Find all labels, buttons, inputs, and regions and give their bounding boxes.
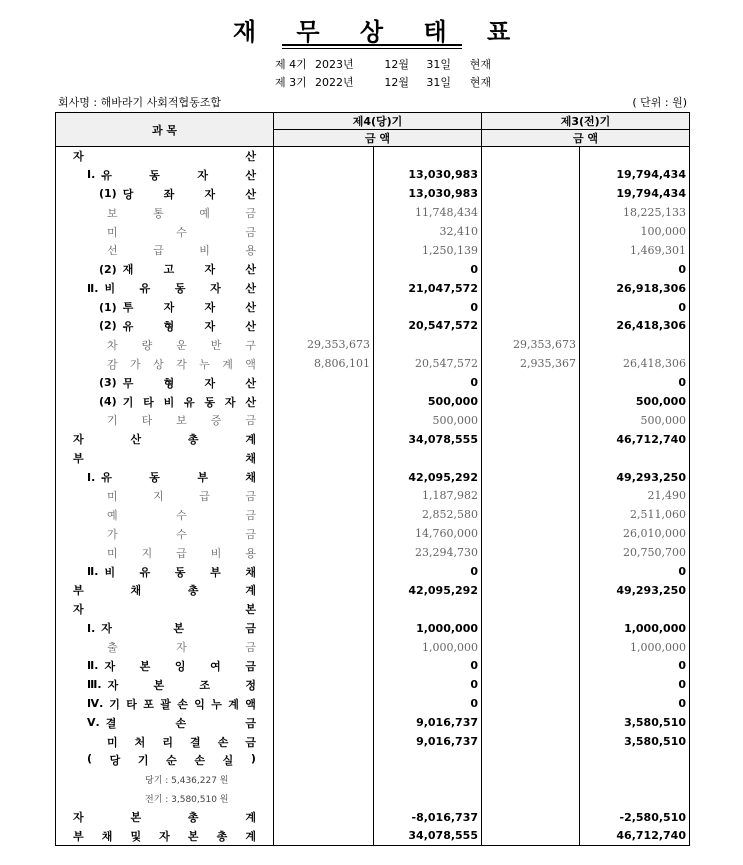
table-row bbox=[56, 827, 690, 846]
amount-cell bbox=[482, 827, 580, 846]
amount-cell: 0 bbox=[580, 562, 690, 581]
header-current-amount: 금 액 bbox=[274, 130, 482, 147]
row-label-cell bbox=[56, 279, 274, 298]
amount-cell: 49,293,250 bbox=[580, 468, 690, 487]
row-prefix: Ⅳ. bbox=[87, 697, 104, 711]
row-label: 자 본 금 bbox=[101, 622, 256, 636]
amount-cell bbox=[482, 600, 580, 619]
amount-cell bbox=[274, 713, 374, 732]
amount-cell bbox=[274, 751, 374, 770]
amount-cell: 26,010,000 bbox=[580, 524, 690, 543]
header-prior: 제3(전)기 bbox=[482, 113, 690, 130]
period-year: 2023년 bbox=[315, 58, 354, 71]
amount-cell bbox=[274, 147, 374, 166]
period-day: 31일 bbox=[426, 58, 451, 71]
amount-cell: 29,353,673 bbox=[482, 335, 580, 354]
amount-cell bbox=[274, 373, 374, 392]
table-row bbox=[56, 600, 690, 619]
row-label: 자 본 총 계 bbox=[73, 811, 256, 825]
period-term: 제 4기 bbox=[275, 58, 307, 71]
table-row bbox=[56, 411, 690, 430]
amount-cell bbox=[482, 657, 580, 676]
amount-cell bbox=[580, 600, 690, 619]
amount-cell: 26,418,306 bbox=[580, 317, 690, 336]
amount-cell: 23,294,730 bbox=[374, 543, 482, 562]
amount-cell: 0 bbox=[374, 675, 482, 694]
amount-cell bbox=[274, 732, 374, 751]
row-label: 기 타 보 증 금 bbox=[107, 414, 256, 428]
amount-cell: 1,000,000 bbox=[580, 619, 690, 638]
row-prefix: Ⅰ. bbox=[87, 621, 96, 635]
amount-cell bbox=[274, 770, 374, 789]
row-label-cell bbox=[56, 562, 274, 581]
amount-cell: 3,580,510 bbox=[580, 732, 690, 751]
amount-cell: 500,000 bbox=[580, 392, 690, 411]
row-label-cell bbox=[56, 317, 274, 336]
amount-cell bbox=[482, 317, 580, 336]
period-status: 현재 bbox=[469, 58, 491, 71]
amount-cell bbox=[274, 260, 374, 279]
amount-cell: 20,547,572 bbox=[374, 354, 482, 373]
table-row bbox=[56, 524, 690, 543]
row-label: 부 채 bbox=[73, 452, 256, 466]
balance-sheet-table bbox=[55, 112, 690, 846]
amount-cell: -2,580,510 bbox=[580, 808, 690, 827]
amount-cell: 2,935,367 bbox=[482, 354, 580, 373]
amount-cell: 0 bbox=[374, 694, 482, 713]
row-label-cell bbox=[56, 619, 274, 638]
amount-cell bbox=[274, 449, 374, 468]
amount-cell bbox=[274, 430, 374, 449]
amount-cell bbox=[274, 222, 374, 241]
amount-cell: -8,016,737 bbox=[374, 808, 482, 827]
amount-cell bbox=[274, 638, 374, 657]
row-label-cell bbox=[56, 675, 274, 694]
row-label-cell bbox=[56, 260, 274, 279]
title-underline bbox=[282, 44, 462, 46]
row-label-cell bbox=[56, 770, 274, 789]
row-prefix: Ⅲ. bbox=[87, 678, 102, 692]
amount-cell: 0 bbox=[374, 373, 482, 392]
amount-cell bbox=[482, 449, 580, 468]
table-row bbox=[56, 789, 690, 808]
row-label-cell bbox=[56, 468, 274, 487]
amount-cell bbox=[482, 241, 580, 260]
row-label-cell bbox=[56, 789, 274, 808]
row-label-cell bbox=[56, 335, 274, 354]
amount-cell bbox=[482, 373, 580, 392]
row-label: 차 량 운 반 구 bbox=[107, 338, 256, 352]
row-prefix: (2) bbox=[99, 262, 117, 276]
table-row bbox=[56, 751, 690, 770]
amount-cell: 34,078,555 bbox=[374, 430, 482, 449]
amount-cell: 0 bbox=[374, 657, 482, 676]
row-label-cell bbox=[56, 222, 274, 241]
row-prefix: (2) bbox=[99, 319, 117, 333]
amount-cell bbox=[274, 808, 374, 827]
header-prior-amount: 금 액 bbox=[482, 130, 690, 147]
title-underline-thin bbox=[282, 48, 462, 49]
row-label-cell bbox=[56, 203, 274, 222]
amount-cell: 8,806,101 bbox=[274, 354, 374, 373]
table-row bbox=[56, 638, 690, 657]
table-row bbox=[56, 317, 690, 336]
row-note: 당기 : 5,436,227 원 bbox=[145, 775, 229, 786]
amount-cell bbox=[274, 184, 374, 203]
table-row bbox=[56, 184, 690, 203]
row-label: 자 본 조 정 bbox=[107, 678, 256, 692]
amount-cell bbox=[274, 675, 374, 694]
row-label-cell bbox=[56, 505, 274, 524]
row-label-cell bbox=[56, 581, 274, 600]
row-label: 보 통 예 금 bbox=[107, 206, 256, 220]
row-prefix: Ⅱ. bbox=[87, 659, 99, 673]
row-prefix: Ⅱ. bbox=[87, 565, 99, 579]
amount-cell bbox=[580, 335, 690, 354]
amount-cell bbox=[374, 789, 482, 808]
header-subject: 과 목 bbox=[56, 113, 274, 147]
amount-cell: 0 bbox=[580, 298, 690, 317]
table-row bbox=[56, 487, 690, 506]
amount-cell bbox=[374, 147, 482, 166]
table-row bbox=[56, 562, 690, 581]
row-prefix: (4) bbox=[99, 395, 117, 409]
table-row bbox=[56, 505, 690, 524]
row-prefix: (1) bbox=[99, 300, 117, 314]
table-row bbox=[56, 581, 690, 600]
amount-cell: 11,748,434 bbox=[374, 203, 482, 222]
amount-cell: 0 bbox=[580, 694, 690, 713]
table-row bbox=[56, 203, 690, 222]
table-row bbox=[56, 657, 690, 676]
amount-cell bbox=[580, 789, 690, 808]
period-term: 제 3기 bbox=[275, 76, 307, 89]
row-label-cell bbox=[56, 241, 274, 260]
row-label: 기 타 포 괄 손 익 누 계 액 bbox=[109, 697, 256, 711]
amount-cell bbox=[374, 600, 482, 619]
amount-cell bbox=[482, 751, 580, 770]
row-prefix: Ⅴ. bbox=[87, 716, 100, 730]
amount-cell bbox=[482, 713, 580, 732]
amount-cell bbox=[482, 675, 580, 694]
table-row bbox=[56, 147, 690, 166]
period-current bbox=[275, 56, 491, 72]
document-title: 재 무 상 태 표 bbox=[232, 18, 527, 46]
amount-cell bbox=[482, 694, 580, 713]
amount-cell: 19,794,434 bbox=[580, 184, 690, 203]
row-label-cell bbox=[56, 543, 274, 562]
period-prior bbox=[275, 74, 491, 90]
row-label: 결 손 금 bbox=[105, 716, 256, 730]
amount-cell bbox=[482, 505, 580, 524]
row-label-cell bbox=[56, 392, 274, 411]
row-label-cell bbox=[56, 184, 274, 203]
amount-cell: 0 bbox=[580, 657, 690, 676]
table-row bbox=[56, 279, 690, 298]
amount-cell: 21,490 bbox=[580, 487, 690, 506]
period-status: 현재 bbox=[469, 76, 491, 89]
row-label-cell bbox=[56, 694, 274, 713]
amount-cell bbox=[274, 241, 374, 260]
row-label: 출 자 금 bbox=[107, 641, 256, 655]
row-label: 미 지 급 비 용 bbox=[107, 546, 256, 560]
amount-cell bbox=[482, 808, 580, 827]
row-label: 기 타 비 유 동 자 산 bbox=[122, 395, 256, 409]
row-label: 비 유 동 자 산 bbox=[104, 282, 256, 296]
amount-cell bbox=[482, 770, 580, 789]
row-note: 전기 : 3,580,510 원 bbox=[145, 794, 229, 805]
amount-cell: 500,000 bbox=[580, 411, 690, 430]
amount-cell: 0 bbox=[374, 562, 482, 581]
amount-cell: 46,712,740 bbox=[580, 827, 690, 846]
row-label: 자 본 잉 여 금 bbox=[104, 659, 256, 673]
row-prefix: (3) bbox=[99, 376, 117, 390]
amount-cell bbox=[274, 487, 374, 506]
row-label: 자 산 총 계 bbox=[73, 433, 256, 447]
amount-cell: 2,852,580 bbox=[374, 505, 482, 524]
row-label-cell bbox=[56, 713, 274, 732]
amount-cell bbox=[274, 298, 374, 317]
amount-cell bbox=[482, 732, 580, 751]
amount-cell bbox=[482, 298, 580, 317]
amount-cell bbox=[482, 638, 580, 657]
row-label-cell bbox=[56, 808, 274, 827]
row-label: 투 자 자 산 bbox=[122, 301, 256, 315]
amount-cell: 1,000,000 bbox=[580, 638, 690, 657]
amount-cell bbox=[482, 165, 580, 184]
amount-cell: 9,016,737 bbox=[374, 732, 482, 751]
table-row bbox=[56, 430, 690, 449]
table-row bbox=[56, 713, 690, 732]
amount-cell: 3,580,510 bbox=[580, 713, 690, 732]
row-label-cell bbox=[56, 165, 274, 184]
amount-cell bbox=[274, 657, 374, 676]
amount-cell bbox=[482, 524, 580, 543]
amount-cell: 21,047,572 bbox=[374, 279, 482, 298]
amount-cell bbox=[482, 543, 580, 562]
row-prefix: Ⅰ. bbox=[87, 470, 96, 484]
amount-cell: 1,000,000 bbox=[374, 619, 482, 638]
amount-cell: 13,030,983 bbox=[374, 165, 482, 184]
row-label: 미 지 급 금 bbox=[107, 489, 256, 503]
amount-cell: 20,750,700 bbox=[580, 543, 690, 562]
amount-cell: 1,469,301 bbox=[580, 241, 690, 260]
amount-cell: 42,095,292 bbox=[374, 468, 482, 487]
amount-cell: 26,918,306 bbox=[580, 279, 690, 298]
amount-cell bbox=[274, 543, 374, 562]
amount-cell bbox=[482, 279, 580, 298]
table-body bbox=[56, 147, 690, 846]
amount-cell bbox=[274, 694, 374, 713]
amount-cell bbox=[482, 184, 580, 203]
row-label: 유 형 자 산 bbox=[122, 319, 256, 333]
amount-cell: 14,760,000 bbox=[374, 524, 482, 543]
amount-cell: 29,353,673 bbox=[274, 335, 374, 354]
row-label: 미 수 금 bbox=[107, 225, 256, 239]
row-label-cell bbox=[56, 638, 274, 657]
amount-cell bbox=[274, 619, 374, 638]
table-row bbox=[56, 619, 690, 638]
amount-cell bbox=[482, 487, 580, 506]
table-row bbox=[56, 694, 690, 713]
amount-cell bbox=[274, 392, 374, 411]
row-label: 자 본 bbox=[73, 603, 256, 617]
table-row bbox=[56, 732, 690, 751]
amount-cell bbox=[274, 562, 374, 581]
row-label: 당 좌 자 산 bbox=[122, 187, 256, 201]
amount-cell: 9,016,737 bbox=[374, 713, 482, 732]
row-label-cell bbox=[56, 147, 274, 166]
row-label-cell bbox=[56, 354, 274, 373]
table-row bbox=[56, 808, 690, 827]
amount-cell bbox=[374, 335, 482, 354]
amount-cell bbox=[482, 789, 580, 808]
amount-cell bbox=[482, 392, 580, 411]
amount-cell: 0 bbox=[580, 260, 690, 279]
row-label: 유 동 부 채 bbox=[101, 471, 256, 485]
row-label: 재 고 자 산 bbox=[122, 263, 256, 277]
amount-cell bbox=[482, 411, 580, 430]
row-label-cell bbox=[56, 449, 274, 468]
period-year: 2022년 bbox=[315, 76, 354, 89]
amount-cell: 19,794,434 bbox=[580, 165, 690, 184]
row-label-cell bbox=[56, 657, 274, 676]
amount-cell: 26,418,306 bbox=[580, 354, 690, 373]
period-day: 31일 bbox=[426, 76, 451, 89]
amount-cell bbox=[274, 468, 374, 487]
amount-cell: 46,712,740 bbox=[580, 430, 690, 449]
row-label-cell bbox=[56, 487, 274, 506]
amount-cell bbox=[274, 524, 374, 543]
table-row bbox=[56, 165, 690, 184]
row-label: 미 처 리 결 손 금 bbox=[107, 735, 256, 749]
row-label-cell bbox=[56, 373, 274, 392]
table-row bbox=[56, 241, 690, 260]
amount-cell bbox=[580, 751, 690, 770]
company-name: 회사명 : 해바라기 사회적협동조합 bbox=[58, 96, 221, 109]
amount-cell bbox=[274, 581, 374, 600]
amount-cell bbox=[274, 411, 374, 430]
unit-label: ( 단위 : 원) bbox=[632, 96, 687, 109]
row-label: 자 산 bbox=[73, 150, 256, 164]
amount-cell: 500,000 bbox=[374, 392, 482, 411]
amount-cell: 0 bbox=[580, 373, 690, 392]
amount-cell: 1,250,139 bbox=[374, 241, 482, 260]
amount-cell bbox=[580, 770, 690, 789]
amount-cell bbox=[274, 505, 374, 524]
amount-cell: 32,410 bbox=[374, 222, 482, 241]
table-row bbox=[56, 335, 690, 354]
row-label-cell bbox=[56, 600, 274, 619]
amount-cell: 42,095,292 bbox=[374, 581, 482, 600]
row-label-cell bbox=[56, 751, 274, 770]
row-label: 부 채 총 계 bbox=[73, 584, 256, 598]
row-label-cell bbox=[56, 430, 274, 449]
amount-cell bbox=[274, 317, 374, 336]
amount-cell: 500,000 bbox=[374, 411, 482, 430]
row-label-cell bbox=[56, 524, 274, 543]
amount-cell bbox=[482, 203, 580, 222]
period-month: 12월 bbox=[384, 58, 409, 71]
row-label: 비 유 동 부 채 bbox=[104, 565, 256, 579]
table-row bbox=[56, 449, 690, 468]
amount-cell bbox=[482, 468, 580, 487]
table-row bbox=[56, 373, 690, 392]
amount-cell bbox=[374, 449, 482, 468]
amount-cell: 34,078,555 bbox=[374, 827, 482, 846]
table-row bbox=[56, 354, 690, 373]
row-prefix: (1) bbox=[99, 187, 117, 201]
row-label: 부 채 및 자 본 총 계 bbox=[73, 829, 256, 843]
row-label-cell bbox=[56, 732, 274, 751]
amount-cell: 18,225,133 bbox=[580, 203, 690, 222]
amount-cell bbox=[374, 770, 482, 789]
amount-cell: 0 bbox=[580, 675, 690, 694]
amount-cell bbox=[374, 751, 482, 770]
amount-cell: 0 bbox=[374, 298, 482, 317]
amount-cell bbox=[274, 600, 374, 619]
amount-cell bbox=[482, 260, 580, 279]
row-label: ( 당 기 순 손 실 ) bbox=[87, 752, 256, 768]
header-current: 제4(당)기 bbox=[274, 113, 482, 130]
row-label-cell bbox=[56, 298, 274, 317]
table-row bbox=[56, 260, 690, 279]
table-row bbox=[56, 770, 690, 789]
row-label: 감 가 상 각 누 계 액 bbox=[107, 357, 256, 371]
amount-cell bbox=[274, 203, 374, 222]
row-label: 예 수 금 bbox=[107, 508, 256, 522]
amount-cell: 1,187,982 bbox=[374, 487, 482, 506]
row-label: 유 동 자 산 bbox=[101, 168, 256, 182]
row-label-cell bbox=[56, 827, 274, 846]
amount-cell bbox=[580, 449, 690, 468]
amount-cell bbox=[274, 165, 374, 184]
amount-cell bbox=[274, 827, 374, 846]
amount-cell bbox=[482, 619, 580, 638]
table-row bbox=[56, 392, 690, 411]
amount-cell bbox=[482, 581, 580, 600]
amount-cell: 49,293,250 bbox=[580, 581, 690, 600]
row-label: 선 급 비 용 bbox=[107, 244, 256, 258]
amount-cell bbox=[482, 430, 580, 449]
amount-cell bbox=[482, 562, 580, 581]
amount-cell bbox=[274, 279, 374, 298]
table-row bbox=[56, 543, 690, 562]
row-label: 가 수 금 bbox=[107, 527, 256, 541]
table-row bbox=[56, 468, 690, 487]
table-row bbox=[56, 675, 690, 694]
amount-cell: 100,000 bbox=[580, 222, 690, 241]
period-month: 12월 bbox=[384, 76, 409, 89]
amount-cell bbox=[274, 789, 374, 808]
row-prefix: Ⅱ. bbox=[87, 281, 99, 295]
table-row bbox=[56, 222, 690, 241]
row-prefix: Ⅰ. bbox=[87, 168, 96, 182]
amount-cell: 20,547,572 bbox=[374, 317, 482, 336]
amount-cell: 0 bbox=[374, 260, 482, 279]
amount-cell: 2,511,060 bbox=[580, 505, 690, 524]
amount-cell bbox=[482, 222, 580, 241]
amount-cell bbox=[580, 147, 690, 166]
table-row bbox=[56, 298, 690, 317]
amount-cell: 13,030,983 bbox=[374, 184, 482, 203]
row-label-cell bbox=[56, 411, 274, 430]
amount-cell bbox=[482, 147, 580, 166]
amount-cell: 1,000,000 bbox=[374, 638, 482, 657]
row-label: 무 형 자 산 bbox=[122, 376, 256, 390]
